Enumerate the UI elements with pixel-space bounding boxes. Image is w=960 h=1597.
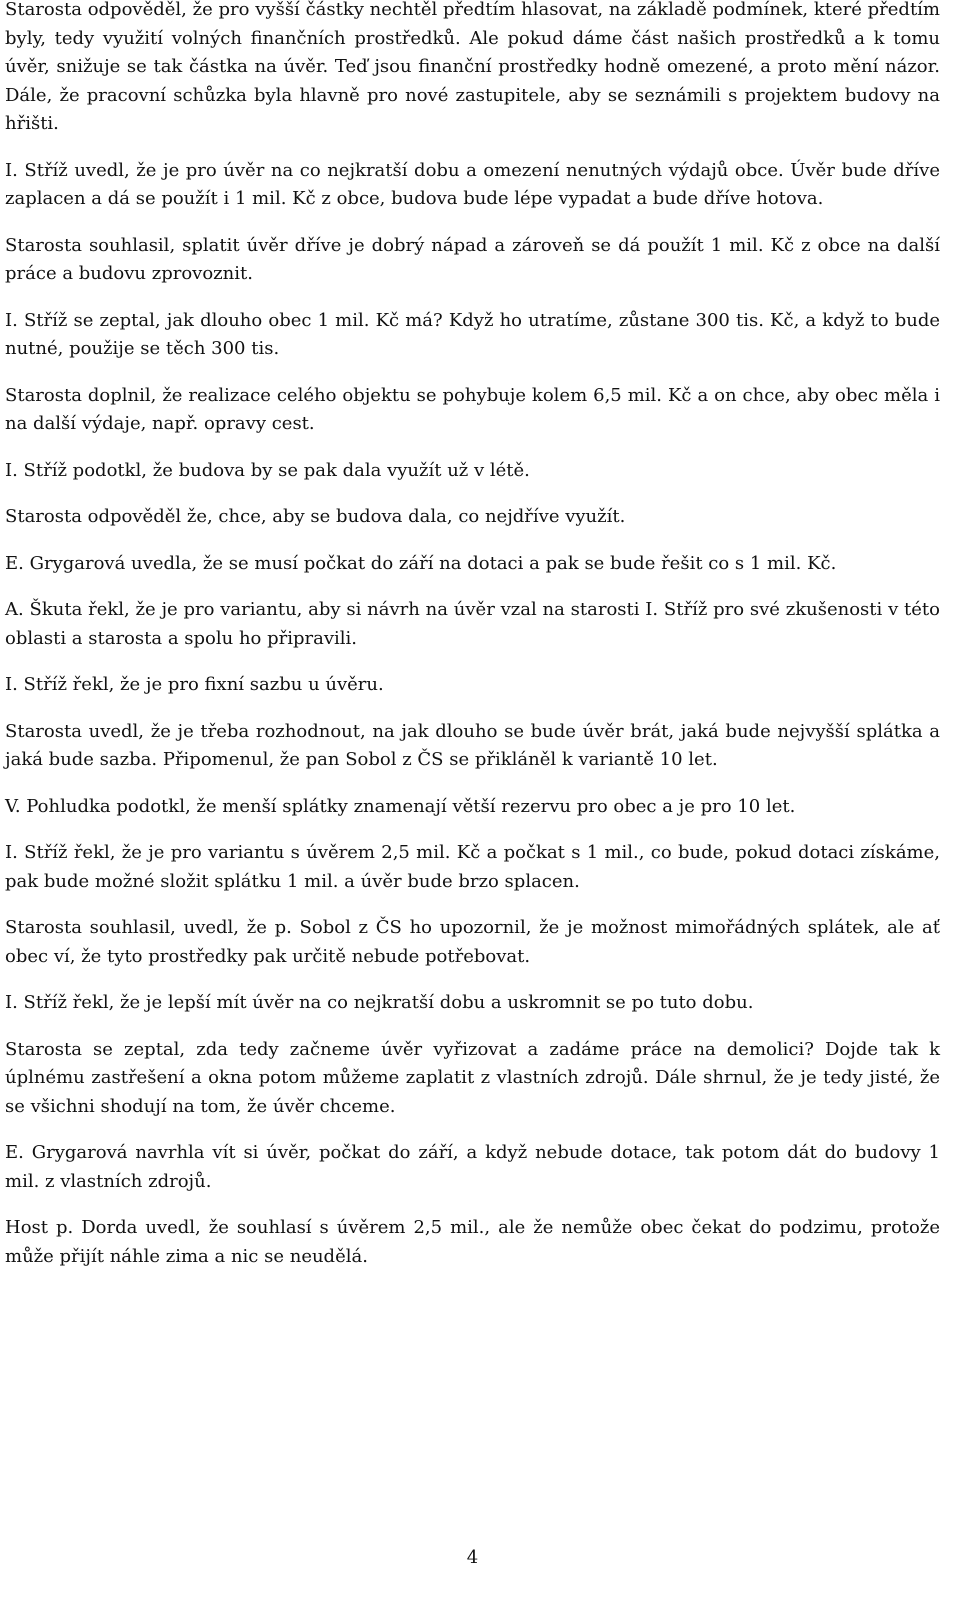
paragraph: I. Stříž řekl, že je pro variantu s úvěrem 2,5 mil. Kč a počkat s 1 mil., co bude, pokud dotaci získáme, pak bude možné složit splátku 1 mil. a úvěr bude brzo splacen.	[5, 842, 940, 892]
paragraph: I. Stříž řekl, že je lepší mít úvěr na co nejkratší dobu a uskromnit se po tuto dobu.	[5, 992, 754, 1013]
paragraph: Starosta souhlasil, splatit úvěr dříve je dobrý nápad a zároveň se dá použít 1 mil. Kč z obce na další práce a budovu zprovoznit.	[5, 234, 940, 284]
document-body	[5, 0, 940, 1289]
paragraph: Starosta odpověděl, že pro vyšší částky nechtěl předtím hlasovat, na základě podmínek, které předtím byly, tedy využití volných finančních prostředků. Ale pokud dáme část našich prostředků a k tomu úvěr, snižuje se tak částka na úvěr. Teď jsou finanční prostředky hodně omezené, a proto mění názor. Dále, že pracovní schůzka byla hlavně pro nové zastupitele, aby se seznámili s projektem budovy na hřišti.	[5, 0, 940, 134]
paragraph: I. Stříž řekl, že je pro fixní sazbu u úvěru.	[5, 674, 384, 695]
page-number: 4	[466, 1547, 479, 1568]
paragraph: E. Grygarová navrhla vít si úvěr, počkat do září, a když nebude dotace, tak potom dát do budovy 1 mil. z vlastních zdrojů.	[5, 1142, 940, 1192]
paragraph: A. Škuta řekl, že je pro variantu, aby si návrh na úvěr vzal na starosti I. Stříž pro své zkušenosti v této oblasti a starosta a spolu ho připravili.	[5, 599, 940, 649]
paragraph: Starosta se zeptal, zda tedy začneme úvěr vyřizovat a zadáme práce na demolici? Dojde tak k úplnému zastřešení a okna potom můžeme zaplatit z vlastních zdrojů. Dále shrnul, že je tedy jisté, že se všichni shodují na tom, že úvěr chceme.	[5, 1038, 940, 1117]
paragraph: Host p. Dorda uvedl, že souhlasí s úvěrem 2,5 mil., ale že nemůže obec čekat do podzimu, protože může přijít náhle zima a nic se neudělá.	[5, 1217, 940, 1267]
paragraph: I. Stříž uvedl, že je pro úvěr na co nejkratší dobu a omezení nenutných výdajů obce. Úvěr bude dříve zaplacen a dá se použít i 1 mil. Kč z obce, budova bude lépe vypadat a bude dříve hotova.	[5, 159, 940, 209]
paragraph: E. Grygarová uvedla, že se musí počkat do září na dotaci a pak se bude řešit co s 1 mil. Kč.	[5, 552, 837, 574]
paragraph: Starosta uvedl, že je třeba rozhodnout, na jak dlouho se bude úvěr brát, jaká bude nejvyšší splátka a jaká bude sazba. Připomenul, že pan Sobol z ČS se přikláněl k variantě 10 let.	[5, 720, 940, 770]
paragraph: I. Stříž podotkl, že budova by se pak dala využít už v létě.	[5, 459, 530, 481]
paragraph: Starosta souhlasil, uvedl, že p. Sobol z ČS ho upozornil, že je možnost mimořádných splátek, ale ať obec ví, že tyto prostředky pak určitě nebude potřebovat.	[5, 917, 940, 967]
paragraph: Starosta odpověděl že, chce, aby se budova dala, co nejdříve využít.	[5, 506, 626, 527]
paragraph: I. Stříž se zeptal, jak dlouho obec 1 mil. Kč má? Když ho utratíme, zůstane 300 tis. Kč, a když to bude nutné, použije se těch 300 tis.	[5, 309, 940, 359]
paragraph: Starosta doplnil, že realizace celého objektu se pohybuje kolem 6,5 mil. Kč a on chce, aby obec měla i na další výdaje, např. opravy cest.	[5, 384, 940, 434]
paragraph: V. Pohludka podotkl, že menší splátky znamenají větší rezervu pro obec a je pro 10 let.	[5, 795, 796, 817]
